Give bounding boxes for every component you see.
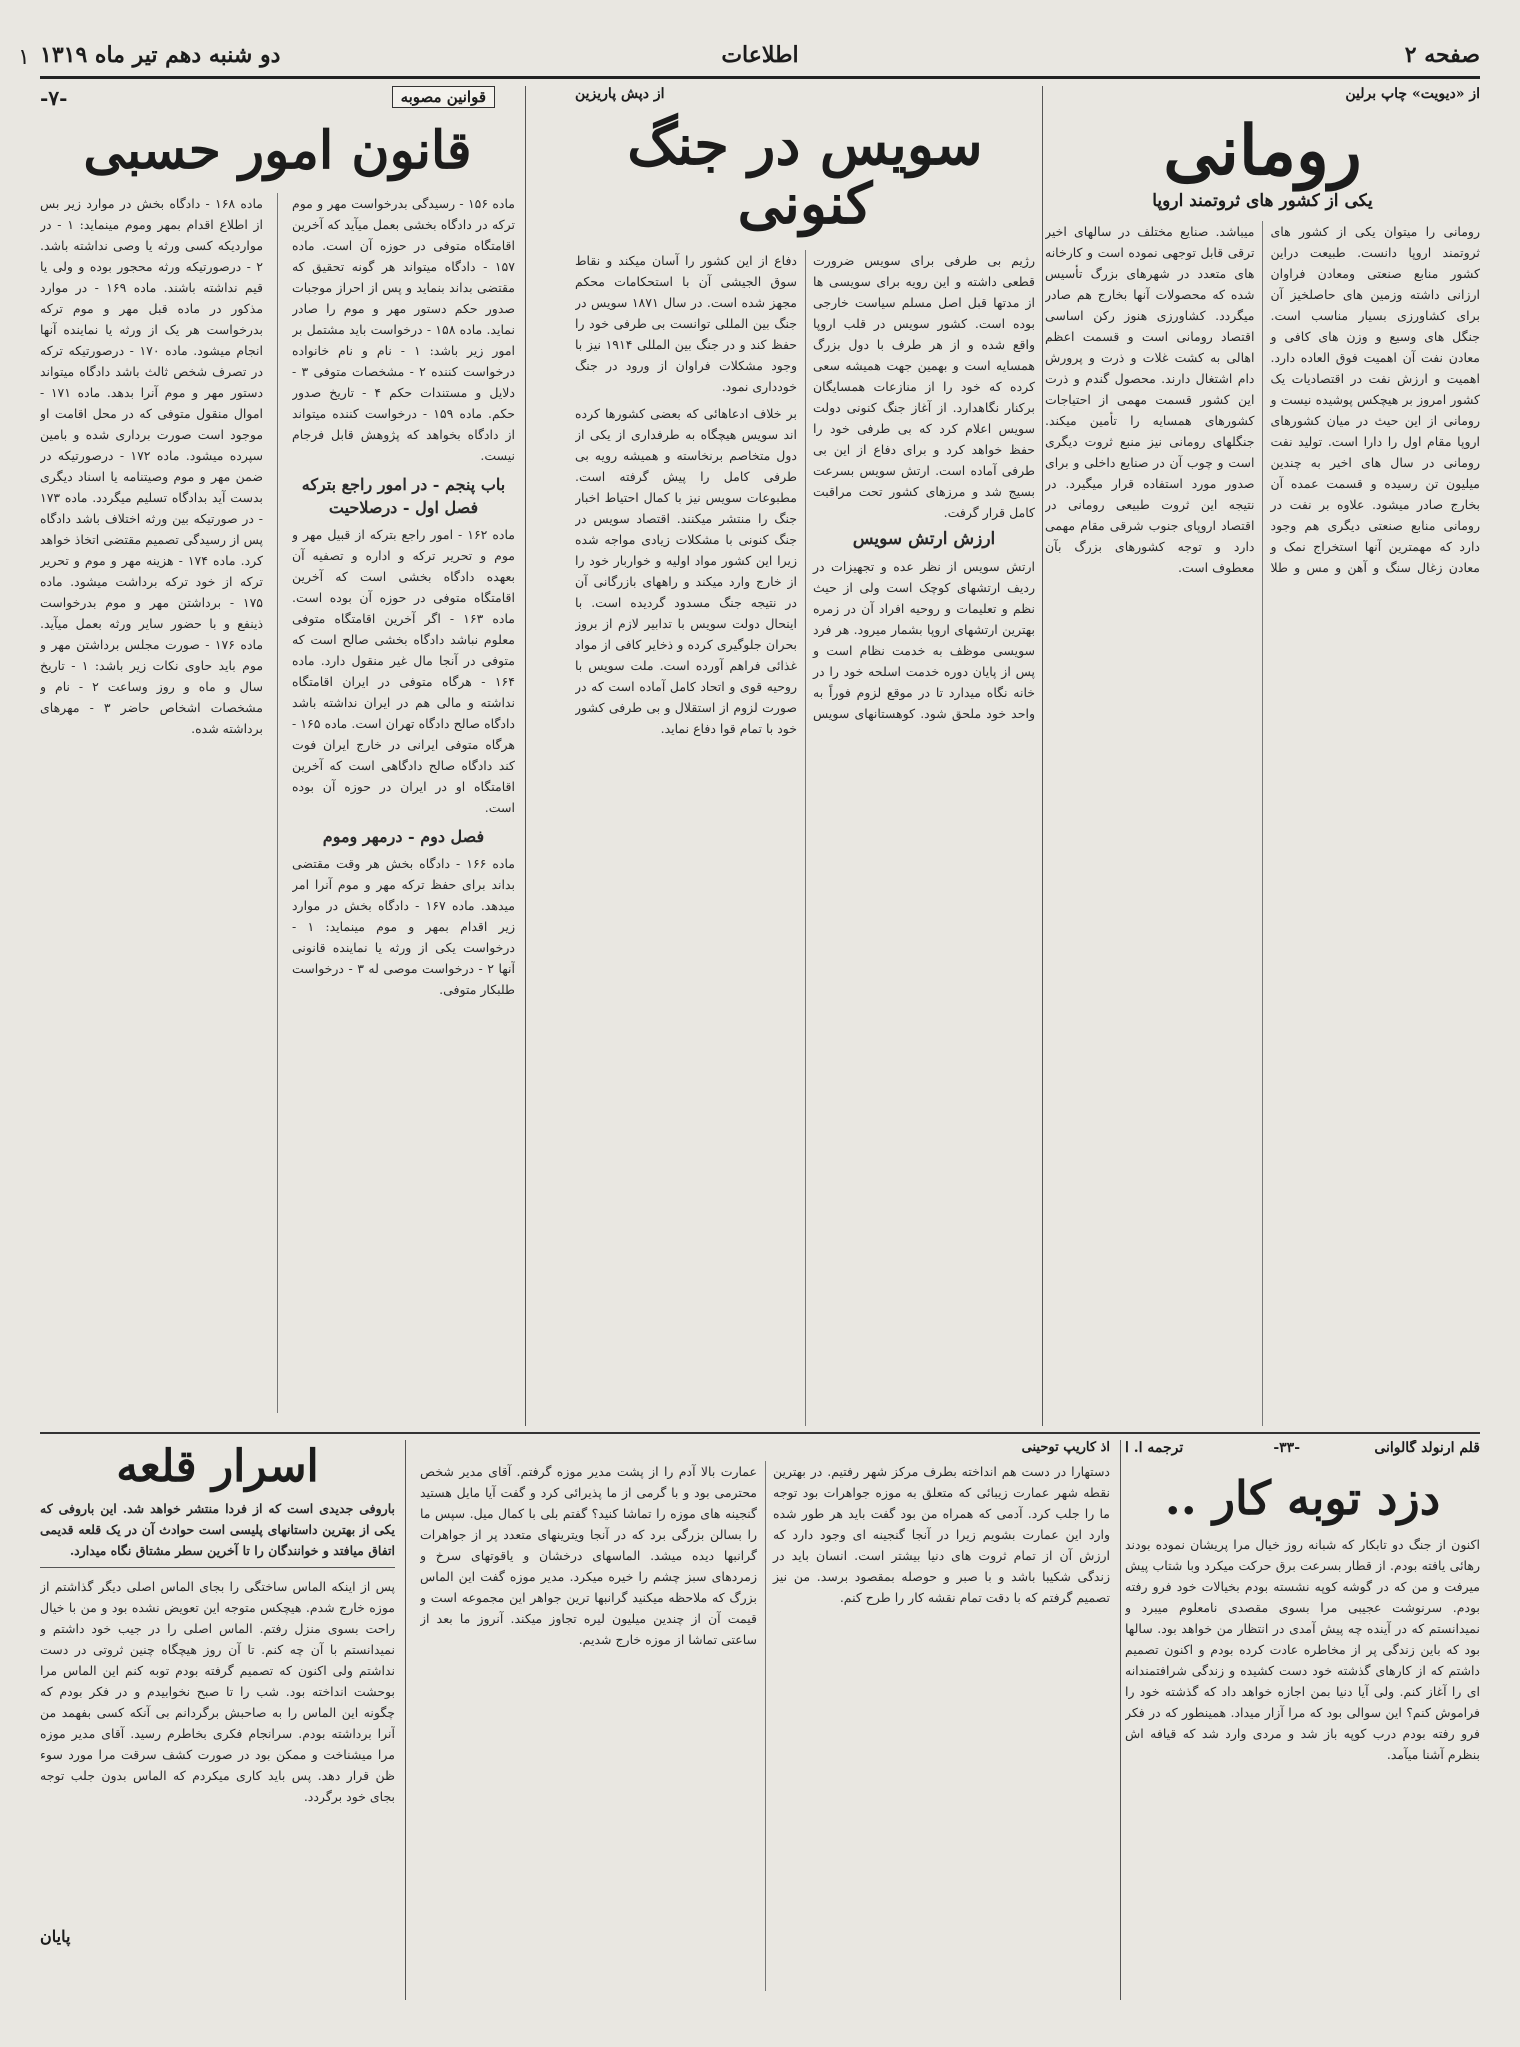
thief-article [1125,1440,1480,2000]
divider [1120,1440,1121,2000]
laws-article [40,86,515,1426]
laws-kicker: قوانین مصوبه [392,86,495,108]
castle-article [40,1440,395,2000]
laws-chapter: باب پنجم - در امور راجع بترکه [301,474,506,494]
thief-number: -۳۳- [1273,1440,1300,1456]
laws-headline: قانون امور حسبی [83,120,472,181]
laws-section: فصل اول - درصلاحیت [328,497,479,517]
romania-article [1045,86,1480,1426]
continuation-body [420,1461,1110,1991]
thief-translator: ترجمه ا. ا [1125,1440,1184,1456]
continuation-article [420,1440,1110,2000]
page-label: صفحه ۲ [1404,42,1480,68]
romania-headline: رومانی [1163,111,1362,191]
switzerland-article [575,86,1035,1426]
divider [277,193,278,1413]
continuation-author: اذ کاریپ توحینی [1021,1440,1110,1455]
switzerland-headline: سویس در جنگ کنونی [627,112,983,237]
laws-col2b-text: ماده ۱۶۲ - امور راجع بترکه از قبیل مهر و موم و تحریر ترکه و اداره و تصفیه آن بعهده دادگاه بخشی است که آخرین اقامتگاه متوفی در حوزه آن بوده است. ماده ۱۶۳ - اگر آخرین اقامتگاه متوفی معلوم نباشد دادگاه بخشی صالح است که متوفی در آنجا مال غیر منقول دارد. ماده ۱۶۴ - هرگاه متوفی در ایران اقامتگاه نداشته و مالی هم در ایران نداشته باشد دادگاه صالح دادگاه تهران است. ماده ۱۶۵ - هرگاه متوفی ایرانی در خارج ایران فوت کند دادگاه صالح دادگاهی است که آخرین اقامتگاه او در ایران در حوزه آن بوده است. [291,526,515,815]
thief-byline: قلم ارنولد گالوانی [1374,1440,1480,1456]
laws-col1-text: ماده ۱۶۸ - دادگاه بخش در موارد زیر بس از اطلاع اقدام بمهر وموم مینماید: ۱ - در مواردیکه کسی ورثه یا وصی نداشته باشد. ۲ - درصورتیکه ورثه محجور بوده و ولی یا قیم نداشته باشند. ماده ۱۶۹ - در موارد مذکور در ماده قبل مهر و موم ترکه بدرخواست هر یک از ورثه یا نماینده آنها انجام میشود. ماده ۱۷۰ - درصورتیکه ترکه در تصرف شخص ثالث باشد دادگاه میتواند دستور مهر و موم آنرا بدهد. ماده ۱۷۱ - اموال منقول متوفی که در محل اقامت او موجود است صورت برداری شده و بامین سپرده میشود. ماده ۱۷۲ - درصورتیکه در ضمن مهر و موم وصیتنامه یا اسناد دیگری بدست آید بدادگاه تسلیم میگردد. ماده ۱۷۳ - در صورتیکه بین ورثه اختلاف باشد دادگاه پس از رسیدگی تصمیم مقتضی اتخاذ خواهد کرد. ماده ۱۷۴ - هزینه مهر و موم و تحریر ترکه از خود ترکه برداشت میشود. ماده ۱۷۵ - برداشتن مهر و موم بدرخواست ذینفع و با حضور سایر ورثه بعمل میآید. ماده ۱۷۶ - صورت مجلس برداشتن مهر و موم باید حاوی نکات زیر باشد: ۱ - تاریخ سال و ماه و روز وساعت ۲ - نام و مشخصات اشخاص حاضر ۳ - مهرهای برداشته شده. [40,195,264,736]
section-divider [40,1432,1480,1434]
continuation-body-b: عمارت بالا آدم را از پشت مدیر موزه گرفتم. آقای مدیر شخص محترمی بود و با گرمی از ما پذیرائی کرد و گفت آیا مایل هستید گنجینه های موزه را تماشا کنید؟ گفتم بلی با کمال میل. سپس ما را بسالن بزرگی برد که در آنجا ویترینهای متعدد پر از جواهرات گرانبها دیده میشد. الماسهای درخشان و یاقوتهای سرخ و زمردهای سبز چشم را خیره میکرد. مدیر موزه گفت این الماس بزرگ که ملاحظه میکنید گرانبها ترین جواهر این مجموعه است و قیمت آن از چندین میلیون لیره تجاوز میکند. آنروز ما بعد از ساعتی تماشا از موزه خارج شدیم. [420,1464,757,1647]
laws-col2-text: ماده ۱۵۶ - رسیدگی بدرخواست مهر و موم ترکه در دادگاه بخشی بعمل میآید که آخرین اقامتگاه متوفی در حوزه آن است. ماده ۱۵۷ - دادگاه میتواند هر گونه تحقیق که مقتضی بداند بنماید و پس از احراز موجبات صدور حکم دستور مهر و موم را صادر نماید. ماده ۱۵۸ - درخواست باید مشتمل بر امور زیر باشد: ۱ - نام و نام خانواده درخواست کننده ۲ - مشخصات متوفی ۳ - دلایل و مستندات حکم ۴ - تاریخ صدور حکم. ماده ۱۵۹ - درخواست کننده میتواند از دادگاه بخواهد که پژوهش قابل فرجام نیست. [291,195,515,463]
issue-date: دو شنبه دهم تیر ماه ۱۳۱۹ [40,42,281,68]
margin-mark: ١ [18,45,30,70]
divider [525,86,526,1426]
laws-columns [40,193,515,1413]
castle-headline: اسرار قلعه [116,1441,319,1492]
laws-col-right [292,193,515,1413]
thief-header [1125,1440,1480,1462]
thief-body [1125,1534,1480,1994]
divider [1042,86,1043,1426]
laws-col2c-text: ماده ۱۶۶ - دادگاه بخش هر وقت مقتضی بداند برای حفظ ترکه مهر و موم آنرا امر میدهد. ماده ۱۶۷ - دادگاه بخش در موارد زیر اقدام بمهر و موم مینماید: ۱ - درخواست یکی از ورثه یا نماینده قانونی آنها ۲ - درخواست موصی له ۳ - درخواست طلبکار متوفی. [291,855,515,997]
castle-body [40,1576,395,1921]
romania-body-text: رومانی را میتوان یکی از کشور های ثروتمند اروپا دانست. طبیعت دراین کشور منابع صنعتی ومعادن فراوان ارزانی داشته وزمین های حاصلخیز آن برای کشاورزی بسیار مناسب است. جنگل های وسیع و وزن های کافی و معادن نفت آن اهمیت فوق العاده دارد. اهمیت و ارزش نفت در اقتصادیات یک کشور امروز بر هیچکس پوشیده نیست و رومانی از این حیث در میان کشورهای اروپا مقام اول را دارا است. تولید نفت رومانی در سال های اخیر به چندین میلیون تن رسیده و قسمت عمده آن بخارج صادر میشود. علاوه بر نفت در رومانی منابع صنعتی دیگری هم وجود دارد که مهمترین آنها استخراج نمک و معادن زغال سنگ و آهن و مس و طلا میباشد. صنایع مختلف در سالهای اخیر ترقی قابل توجهی نموده است و کارخانه های متعدد در شهرهای بزرگ تأسیس شده که محصولات آنها بخارج هم صادر میگردد. کشاورزی هنوز رکن اساسی اقتصاد رومانی است و قسمت اعظم اهالی به کشت غلات و ذرت و پرورش دام اشتغال دارند. محصول گندم و ذرت این کشور قسمت مهمی از احتیاجات کشورهای همسایه را تأمین میکند. جنگلهای رومانی نیز منبع ثروت دیگری است و چوب آن در صنایع داخلی و برای صدور مورد استفاده قرار میگیرد. در نتیجه این ثروت طبیعی رومانی در اقتصاد اروپای جنوب شرقی مقام مهمی دارد و توجه کشورهای بزرگ بآن معطوف است. [1045,224,1480,576]
switzerland-body [575,250,1035,1426]
switzerland-body-b: ارتش سویس از نظر عده و تجهیزات در ردیف ارتشهای کوچک است ولی از حیث نظم و تعلیمات و روحیه افراد آن در زمره بهترین ارتشهای اروپا بشمار میرود. هر فرد سویسی موظف به خدمت نظام است و پس از پایان دوره خدمت اسلحه خود را در خانه نگاه میدارد تا در موقع لزوم فوراً به واحد خود ملحق شود. کوهستانهای سویس دفاع از این کشور را آسان میکند و نقاط سوق الجیشی آن با استحکامات محکم مجهز شده است. در سال ۱۸۷۱ سویس در جنگ بین المللی توانست بی طرفی خود را حفظ کند و در جنگ بین المللی ۱۹۱۴ نیز با وجود مشکلات فراوان از ورود در جنگ خودداری نمود. [575,252,1035,721]
continuation-body-a: دستهارا در دست هم انداخته بطرف مرکز شهر رفتیم. در بهترین نقطه شهر عمارت زیبائی که متعلق به موزه جواهرات بود توجه ما را جلب کرد. آدمی که همراه من بود گفت باید هر طور شده وارد این عمارت بشویم زیرا در آنجا گنجینه ای وجود دارد که ارزش آن از تمام ثروت های دنیا بیشتر است. انسان باید در زندگی شکیبا باشد و با صبر و حوصله بمقصود برسد. من نیز تصمیم گرفتم که با دقت تمام نقشه کار را طرح کنم. [773,1464,1110,1605]
laws-header [40,86,515,112]
switzerland-body-c: بر خلاف ادعاهائی که بعضی کشورها کرده اند سویس هیچگاه به طرفداری از یکی از دول متخاصم برنخاسته و همیشه رویه بی طرفی کامل را پیش گرفته است. مطبوعات سویس نیز با کمال احتیاط اخبار جنگ را منتشر میکنند. اقتصاد سویس در جنگ کنونی با مشکلات زیادی مواجه شده زیرا این کشور مواد اولیه و خواربار خود را از خارج وارد میکند و راههای بازرگانی آن در نتیجه جنگ مسدود گردیده است. با اینحال دولت سویس با تدابیر لازم از بروز بحران جلوگیری کرده و ذخایر کافی از مواد غذائی فراهم آورده است. ملت سویس با روحیه قوی و اتحاد کامل آماده است که در صورت لزوم از استقلال و بی طرفی کشور خود با تمام قوا دفاع نماید. [575,405,797,736]
romania-subhead: یکی از کشور های ثروتمند اروپا [1152,191,1373,212]
romania-kicker: از «دیویت» چاپ برلین [1345,86,1480,102]
thief-headline: دزد توبه کار .. [1164,1471,1441,1525]
castle-signature: پایان [40,1927,71,1947]
romania-body [1045,221,1480,1426]
castle-intro-text: باروفی جدیدی است که از فردا منتشر خواهد شد. این باروفی که یکی از بهترین داستانهای پلیسی است حوادث آن در یک قلعه قدیمی اتفاق میافتد و خوانندگان را تا آخرین سطر مشتاق نگاه میدارد. [40,1501,395,1559]
castle-intro [40,1498,395,1568]
switzerland-subhead: ارزش ارتش سویس [852,528,996,549]
laws-number: -۷- [40,86,68,110]
thief-body-text: اکنون از جنگ دو تابکار که شبانه روز خیال مرا پریشان نموده بودند رهائی یافته بودم. از قطار بسرعت برق حرکت میکرد وبا شتاب پیش میرفت و من که در گوشه کوپه نشسته بودم بخیالات خود فرو رفته بودم. سرنوشت عجیبی مرا بسوی مقصدی نامعلوم میبرد و نمیدانستم که در آینده چه پیش آمدی در انتظار من خواهد بود. سالها بود که باین زندگی پر از مخاطره عادت کرده بودم و اکنون تصمیم داشتم که از کارهای گذشته خود دست کشیده و زندگی شرافتمندانه ای را آغاز کنم. ولی آیا دنیا بمن اجازه خواهد داد که گذشته خود را فراموش کنم؟ این سوالی بود که مرا آزار میداد. همینطور که در فکر فرو رفته بودم درب کوپه باز شد و مردی وارد شد که قیافه اش بنظرم آشنا میآمد. [1125,1537,1480,1763]
switzerland-kicker: از دپش پاریزین [575,86,665,102]
castle-body-text: پس از اینکه الماس ساختگی را بجای الماس اصلی دیگر گذاشتم از موزه خارج شدم. هیچکس متوجه این تعویض نشده بود و من با خیال راحت بسوی منزل رفتم. الماس اصلی را در جیب خود داشتم و نمیدانستم با آن چه کنم. تا آن روز هیچگاه چنین ثروتی در دست نداشتم ولی اکنون که تصمیم گرفته بودم توبه کنم این الماس مرا بوحشت انداخته بود. شب را تا صبح نخوابیدم و در فکر بودم که چگونه این الماس را به صاحبش برگردانم بی آنکه کسی بفهمد من آنرا برداشته بودم. سرانجام فکری بخاطرم رسید. آقای مدیر موزه مرا میشناخت و ممکن بود در صورت کشف سرقت مرا مورد سوء ظن قرار دهد. پس باید کاری میکردم که الماس بدون جلب توجه بجای خود برگردد. [40,1579,395,1805]
masthead [40,40,1480,79]
switzerland-body-a: رژیم بی طرفی برای سویس ضرورت قطعی داشته و این رویه برای سویسی ها از مدتها قبل اصل مسلم سیاست خارجی بوده است. کشور سویس در قلب اروپا واقع شده و از هر طرف با دول بزرگ همسایه است و بهمین جهت همیشه سعی کرده که خود را از منازعات همسایگان برکنار نگاهدارد. از آغاز جنگ کنونی دولت سویس اعلام کرد که بی طرفی خود را حفظ خواهد کرد و برای دفاع از این بی طرفی آماده است. ارتش سویس بسرعت بسیج شد و مرزهای کشور تحت مراقبت کامل قرار گرفت. [813,252,1035,520]
laws-col-left [40,193,263,1413]
laws-section2: فصل دوم - درمهر وموم [322,826,485,846]
divider [405,1440,406,2000]
paper-name: اطلاعات [721,42,799,68]
